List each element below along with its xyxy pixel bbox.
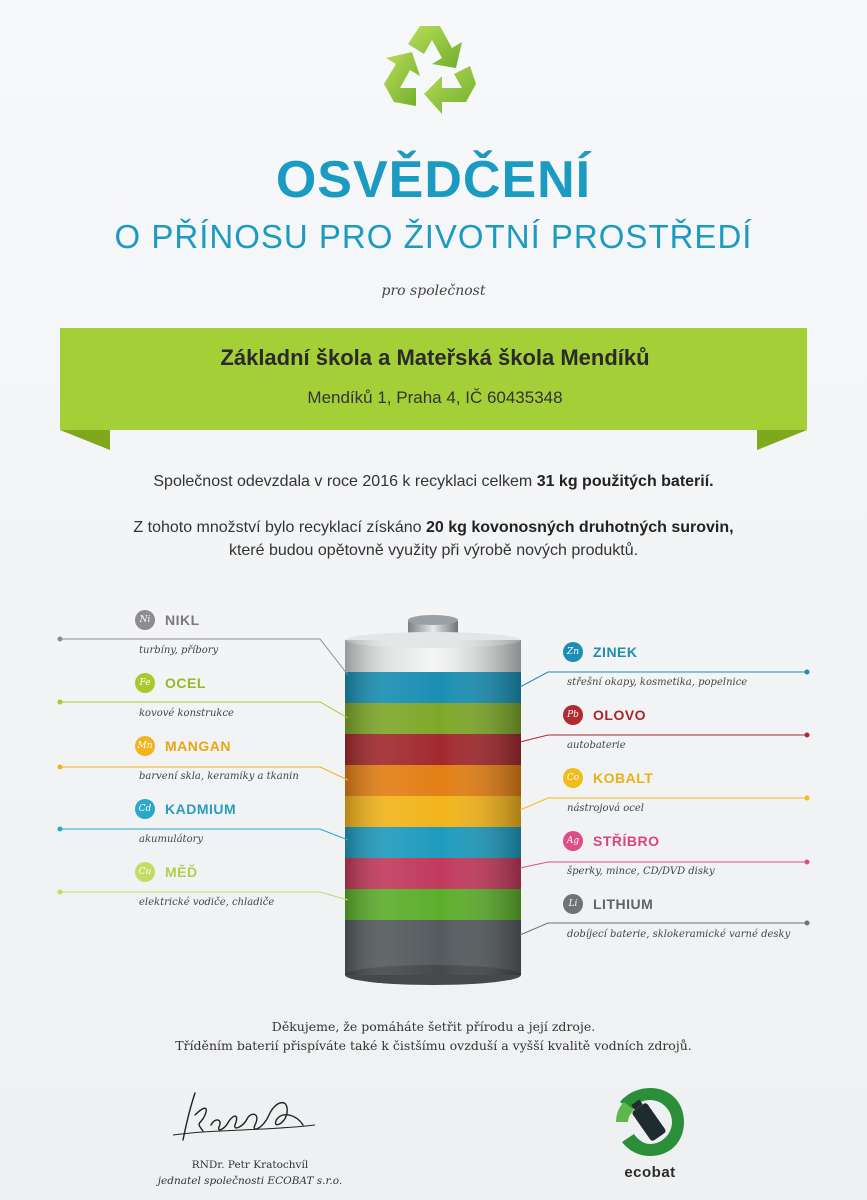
element-use: šperky, mince, CD/DVD disky	[567, 866, 715, 877]
element-name: KADMIUM	[165, 801, 237, 817]
signer-role: jednatel společnosti ECOBAT s.r.o.	[157, 1175, 343, 1187]
signer-block	[100, 1157, 400, 1189]
element-badge-pb: Pb	[563, 705, 583, 725]
element-badge-zn: Zn	[563, 642, 583, 662]
element-use: kovové konstrukce	[139, 708, 234, 719]
element-badge-li: Li	[563, 894, 583, 914]
element-badge-cu: Cu	[135, 862, 155, 882]
ecobat-logo	[612, 1082, 688, 1164]
company-address: Mendíků 1, Praha 4, IČ 60435348	[307, 388, 563, 407]
element-use: dobíjecí baterie, sklokeramické varné desky	[567, 929, 791, 940]
for-company-label: pro společnost	[381, 283, 486, 299]
element-name: LITHIUM	[593, 896, 654, 912]
element-name: STŘÍBRO	[593, 833, 660, 849]
element-name: OLOVO	[593, 707, 647, 723]
element-use: nástrojová ocel	[567, 803, 645, 814]
element-badge-mn: Mn	[135, 736, 155, 756]
statement-line-1: Společnost odevzdala v roce 2016 k recyklaci celkem 31 kg použitých baterií.	[153, 473, 714, 490]
element-use: autobaterie	[567, 740, 626, 751]
certificate-subtitle: O PŘÍNOSU PRO ŽIVOTNÍ PROSTŘEDÍ	[114, 218, 753, 255]
element-use: barvení skla, keramiky a tkanin	[139, 771, 299, 782]
element-badge-fe: Fe	[135, 673, 155, 693]
element-name: OCEL	[165, 675, 206, 691]
element-name: KOBALT	[593, 770, 654, 786]
element-name: NIKL	[165, 612, 200, 628]
element-use: akumulátory	[139, 834, 204, 845]
element-name: MĚĎ	[165, 864, 198, 880]
signer-name: RNDr. Petr Kratochvíl	[191, 1159, 309, 1171]
company-name: Základní škola a Mateřská škola Mendíků	[220, 345, 650, 370]
element-badge-ni: Ni	[135, 610, 155, 630]
element-name: ZINEK	[593, 644, 638, 660]
certificate-title: OSVĚDČENÍ	[275, 151, 592, 209]
element-badge-cd: Cd	[135, 799, 155, 819]
statement-line-2: Z tohoto množství bylo recyklací získáno 20 kg kovonosných druhotných surovin, které budou opětovně využity při výrobě nových produktů.	[133, 519, 734, 559]
element-use: turbíny, příbory	[139, 645, 219, 656]
element-badge-co: Co	[563, 768, 583, 788]
element-name: MANGAN	[165, 738, 231, 754]
ecobat-brand-name: ecobat	[624, 1164, 676, 1181]
signature-image	[165, 1085, 325, 1155]
element-use: elektrické vodiče, chladiče	[139, 897, 275, 908]
element-badge-ag: Ag	[563, 831, 583, 851]
element-use: střešní okapy, kosmetika, popelnice	[567, 677, 748, 688]
thanks-text: Děkujeme, že pomáháte šetřit přírodu a její zdroje. Tříděním baterií přispíváte také k čistšímu ovzduší a vyšší kvalitě vodních zdrojů.	[175, 1019, 692, 1053]
